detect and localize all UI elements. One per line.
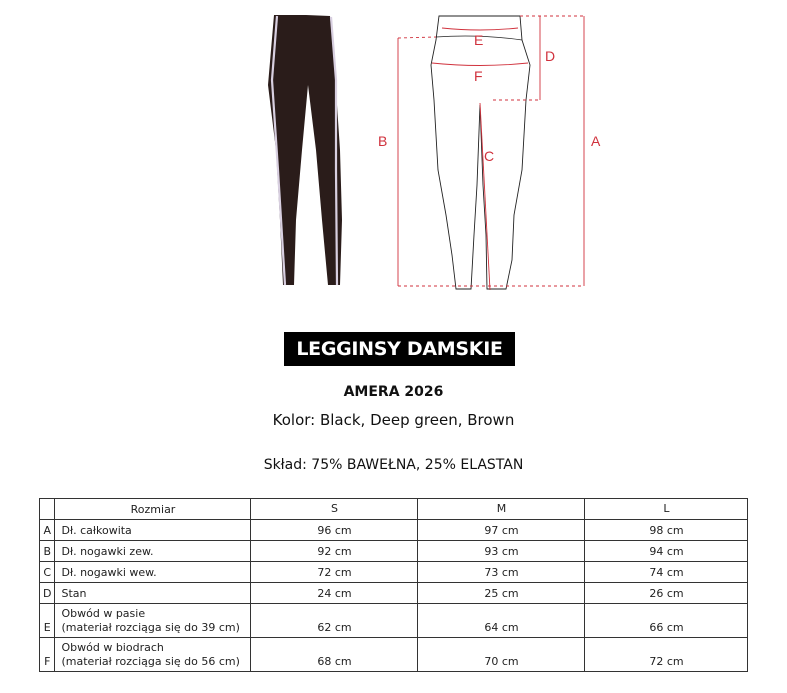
value-m: 70 cm [418, 638, 585, 672]
row-letter: B [40, 541, 55, 562]
header-size-s: S [251, 499, 418, 520]
value-l: 98 cm [585, 520, 748, 541]
row-label: Stan [55, 583, 251, 604]
row-label [55, 638, 251, 672]
leggings-photo [268, 15, 342, 285]
header-size-m: M [418, 499, 585, 520]
label-f: F [474, 68, 483, 84]
product-composition: Skład: 75% BAWEŁNA, 25% ELASTAN [263, 457, 524, 473]
row-letter: F [40, 638, 55, 672]
row-label-note: (materiał rozciąga się do 56 cm) [61, 655, 240, 668]
header-letter-cell [40, 499, 55, 520]
label-c: C [484, 148, 495, 164]
value-l: 26 cm [585, 583, 748, 604]
table-row [40, 583, 748, 604]
value-s: 62 cm [251, 604, 418, 638]
value-l: 94 cm [585, 541, 748, 562]
header-size-l: L [585, 499, 748, 520]
row-label: Dł. nogawki zew. [55, 541, 251, 562]
value-m: 73 cm [418, 562, 585, 583]
row-letter: D [40, 583, 55, 604]
value-l: 66 cm [585, 604, 748, 638]
header-size-label: Rozmiar [55, 499, 251, 520]
value-s: 72 cm [251, 562, 418, 583]
table-row [40, 604, 748, 638]
row-label-note: (materiał rozciąga się do 39 cm) [61, 621, 240, 634]
row-label: Dł. całkowita [55, 520, 251, 541]
leggings-outline [431, 16, 530, 289]
product-model: AMERA 2026 [343, 384, 444, 400]
product-colors: Kolor: Black, Deep green, Brown [272, 411, 515, 429]
row-label [55, 604, 251, 638]
value-m: 93 cm [418, 541, 585, 562]
value-s: 24 cm [251, 583, 418, 604]
label-d: D [545, 48, 556, 64]
value-s: 92 cm [251, 541, 418, 562]
row-letter: A [40, 520, 55, 541]
size-diagram [250, 0, 620, 300]
value-s: 96 cm [251, 520, 418, 541]
product-title: LEGGINSY DAMSKIE [284, 332, 515, 366]
table-row [40, 520, 748, 541]
label-e: E [474, 32, 484, 48]
row-label: Dł. nogawki wew. [55, 562, 251, 583]
value-l: 74 cm [585, 562, 748, 583]
row-letter: E [40, 604, 55, 638]
value-m: 97 cm [418, 520, 585, 541]
row-label-main: Obwód w biodrach [61, 641, 164, 654]
label-a: A [591, 133, 601, 149]
table-row [40, 562, 748, 583]
label-b: B [378, 133, 388, 149]
value-m: 25 cm [418, 583, 585, 604]
row-label-main: Obwód w pasie [61, 607, 146, 620]
size-table [39, 498, 748, 672]
row-letter: C [40, 562, 55, 583]
value-m: 64 cm [418, 604, 585, 638]
table-header-row [40, 499, 748, 520]
table-row [40, 541, 748, 562]
value-s: 68 cm [251, 638, 418, 672]
table-row [40, 638, 748, 672]
value-l: 72 cm [585, 638, 748, 672]
